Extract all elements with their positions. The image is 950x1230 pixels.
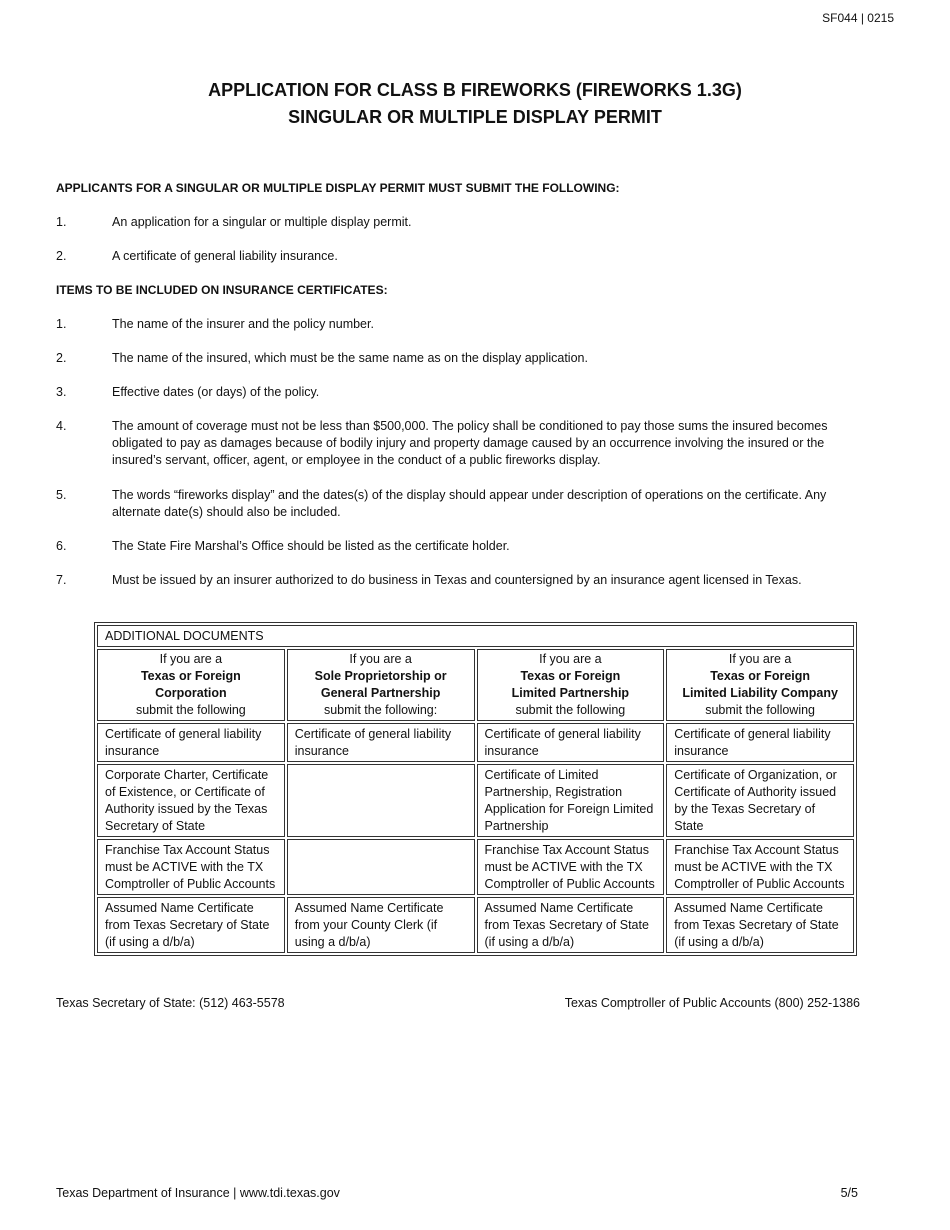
table-cell: Assumed Name Certificate from Texas Secretary of State (if using a d/b/a): [97, 897, 285, 953]
header-entity: Sole Proprietorship or: [314, 669, 447, 683]
title-line-2: SINGULAR OR MULTIPLE DISPLAY PERMIT: [288, 107, 662, 127]
table-cell: Certificate of Limited Partnership, Registration Application for Foreign Limited Partnership: [477, 764, 665, 837]
list-item-number: 2.: [56, 249, 67, 263]
table-cell: Assumed Name Certificate from Texas Secretary of State (if using a d/b/a): [477, 897, 665, 953]
table-row: [97, 897, 854, 953]
table-cell: Certificate of general liability insurance: [97, 723, 285, 762]
header-entity: Texas or Foreign: [710, 669, 811, 683]
header-prefix: If you are a: [728, 652, 792, 666]
table-row: [97, 723, 854, 762]
table-cell: [287, 839, 475, 895]
table-cell: Assumed Name Certificate from your County Clerk (if using a d/b/a): [287, 897, 475, 953]
header-prefix: If you are a: [349, 652, 412, 666]
list-item-number: 7.: [56, 573, 67, 587]
section-heading-insurance: ITEMS TO BE INCLUDED ON INSURANCE CERTIFICATES:: [56, 283, 388, 297]
table-cell: [287, 764, 475, 837]
table-cell: Certificate of general liability insurance: [477, 723, 665, 762]
header-suffix: submit the following:: [323, 703, 438, 717]
column-header-limited-partnership: [477, 649, 665, 721]
list-item-text: The amount of coverage must not be less than $500,000. The policy shall be conditioned to pay those sums the insured becomes obligated to pay as damages because of bodily injury and property damage caused by an occurrence involving the insured or the insured’s servant, officer, agent, or employee in the conduct of a public fireworks display.: [112, 419, 828, 467]
list-item-number: 5.: [56, 488, 67, 502]
secretary-of-state-contact: Texas Secretary of State: (512) 463-5578: [56, 996, 285, 1010]
table-title: ADDITIONAL DOCUMENTS: [97, 625, 854, 647]
list-item-text: The State Fire Marshal’s Office should be listed as the certificate holder.: [112, 539, 510, 553]
list-item-text: An application for a singular or multiple display permit.: [112, 215, 412, 229]
column-header-corporation: [97, 649, 285, 721]
table-cell: Certificate of general liability insurance: [666, 723, 854, 762]
list-item-number: 1.: [56, 317, 67, 331]
list-item-text: The words “fireworks display” and the dates(s) of the display should appear under description of operations on the certificate. Any alternate date(s) should also be included.: [112, 488, 827, 519]
table-title-row: [97, 625, 854, 647]
list-item-number: 6.: [56, 539, 67, 553]
column-header-llc: [666, 649, 854, 721]
list-item-text: Must be issued by an insurer authorized to do business in Texas and countersigned by an insurance agent licensed in Texas.: [112, 573, 802, 587]
title-line-1: APPLICATION FOR CLASS B FIREWORKS (FIREWORKS 1.3G): [208, 80, 742, 100]
list-item-text: Effective dates (or days) of the policy.: [112, 385, 320, 399]
header-suffix: submit the following: [135, 703, 246, 717]
column-header-sole-proprietorship: [287, 649, 475, 721]
table-cell: Corporate Charter, Certificate of Existence, or Certificate of Authority issued by the Texas Secretary of State: [97, 764, 285, 837]
list-item-number: 3.: [56, 385, 67, 399]
table-header-row: [97, 649, 854, 721]
header-suffix: submit the following: [515, 703, 626, 717]
additional-documents-table: [94, 622, 857, 956]
page-title: [0, 77, 950, 131]
table-cell: Certificate of Organization, or Certificate of Authority issued by the Texas Secretary of State: [666, 764, 854, 837]
footer-agency: Texas Department of Insurance | www.tdi.texas.gov: [56, 1186, 340, 1200]
table-cell: Franchise Tax Account Status must be ACTIVE with the TX Comptroller of Public Accounts: [477, 839, 665, 895]
table-cell: Franchise Tax Account Status must be ACTIVE with the TX Comptroller of Public Accounts: [666, 839, 854, 895]
list-item-text: The name of the insured, which must be the same name as on the display application.: [112, 351, 588, 365]
list-item-text: A certificate of general liability insurance.: [112, 249, 338, 263]
list-item-number: 1.: [56, 215, 67, 229]
page-number: 5/5: [840, 1186, 858, 1200]
table-row: [97, 839, 854, 895]
table-cell: Franchise Tax Account Status must be ACTIVE with the TX Comptroller of Public Accounts: [97, 839, 285, 895]
header-prefix: If you are a: [539, 652, 602, 666]
comptroller-contact: Texas Comptroller of Public Accounts (800) 252-1386: [564, 996, 860, 1010]
table-cell: Assumed Name Certificate from Texas Secretary of State (if using a d/b/a): [666, 897, 854, 953]
form-id: SF044 | 0215: [822, 11, 894, 25]
list-item-number: 4.: [56, 419, 67, 433]
header-entity: Texas or Foreign: [520, 669, 621, 683]
table-cell: Certificate of general liability insurance: [287, 723, 475, 762]
header-entity: General Partnership: [320, 686, 441, 700]
list-item-number: 2.: [56, 351, 67, 365]
list-item-text: The name of the insurer and the policy number.: [112, 317, 374, 331]
header-entity: Limited Liability Company: [682, 686, 838, 700]
header-entity: Limited Partnership: [511, 686, 630, 700]
table-row: [97, 764, 854, 837]
header-prefix: If you are a: [159, 652, 223, 666]
header-entity: Texas or Foreign Corporation: [140, 669, 241, 700]
header-suffix: submit the following: [705, 703, 816, 717]
section-heading-applicants: APPLICANTS FOR A SINGULAR OR MULTIPLE DISPLAY PERMIT MUST SUBMIT THE FOLLOWING:: [56, 181, 620, 195]
